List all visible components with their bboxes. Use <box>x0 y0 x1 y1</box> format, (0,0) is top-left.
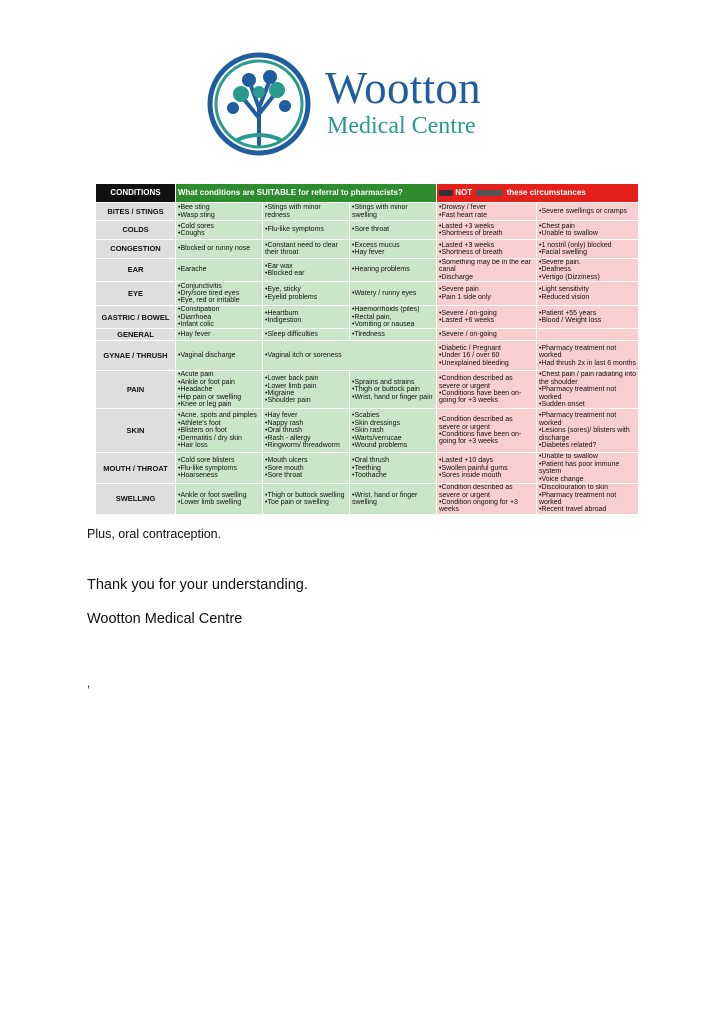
oral-contraception-note: Plus, oral contraception. <box>87 527 222 541</box>
header-suitable: What conditions are SUITABLE for referral to pharmacists? <box>176 184 437 203</box>
cell-line: •Unexplained bleeding <box>439 359 509 367</box>
suitable-cell <box>263 203 350 221</box>
cell-line: •Recent travel abroad <box>539 506 607 514</box>
not-suitable-cell <box>437 203 537 221</box>
cell-line: •Rectal pain, <box>352 313 392 321</box>
cell-line: •Facial swelling <box>539 249 587 256</box>
table-row <box>96 409 639 453</box>
cell-line: •Sprains and strains <box>352 378 415 386</box>
suitable-cell <box>176 409 263 453</box>
cell-line: •Teething <box>352 464 381 472</box>
table-row <box>96 341 639 371</box>
cell-line: •Shoulder pain <box>265 397 311 405</box>
cell-line: •Light sensitivity <box>539 286 589 294</box>
cell-line: •Flu-like symptoms <box>178 464 237 472</box>
cell-line: •Toe pain or swelling <box>265 498 329 506</box>
cell-line: •Had thrush 2x in last 6 months <box>539 359 636 367</box>
cell-line: •Haemorrhoids (piles) <box>352 306 420 314</box>
cell-line: •Indigestion <box>265 317 302 325</box>
not-suitable-cell <box>437 282 537 306</box>
cell-line: •Pharmacy treatment not worked <box>539 386 617 401</box>
cell-line: •Reduced vision <box>539 293 590 301</box>
cell-line: •Sleep difficulties <box>265 331 318 339</box>
suitable-cell <box>176 484 263 515</box>
cell-line: •Cold sore blisters <box>178 457 235 465</box>
cell-line: •Dry/sore tired eyes <box>178 290 240 298</box>
cell-line: •Swollen painful gums <box>439 464 508 472</box>
table-row <box>96 371 639 409</box>
cell-line: •Vertigo (Dizziness) <box>539 273 600 281</box>
suitable-cell <box>176 203 263 221</box>
cell-line: •Skin dressings <box>352 419 400 427</box>
suitable-cell <box>350 484 437 515</box>
header-conditions: CONDITIONS <box>96 184 176 203</box>
cell-line: •Condition described as severe or urgent <box>439 416 513 431</box>
not-suitable-cell <box>537 306 639 329</box>
cell-line: •Warts/verrucae <box>352 434 402 442</box>
not-suitable-cell <box>437 341 537 371</box>
cell-line: •Dermatitis / dry skin <box>178 434 242 442</box>
condition-label: EAR <box>96 259 176 282</box>
suitable-cell <box>263 484 350 515</box>
cell-line: •Discolouration to skin <box>539 484 608 492</box>
cell-line: •Pharmacy treatment not worked <box>539 491 617 506</box>
table-row <box>96 221 639 240</box>
suitable-cell <box>263 306 350 329</box>
cell-line: •Nappy rash <box>265 419 304 427</box>
cell-line: •Vomiting or nausea <box>352 321 415 329</box>
suitable-cell <box>350 306 437 329</box>
cell-line: •Fast heart rate <box>439 211 487 219</box>
suitable-cell <box>176 371 263 409</box>
cell-line: •Severe / on-going <box>439 331 497 339</box>
cell-line: •Vaginal discharge <box>178 352 236 360</box>
cell-line: •Sore throat <box>352 226 390 234</box>
suitable-cell <box>176 282 263 306</box>
thank-you-text: Thank you for your understanding. <box>87 577 308 593</box>
suitable-cell <box>350 409 437 453</box>
cell-line: •Lasted +3 weeks <box>439 222 495 230</box>
cell-line: •Rash - allergy <box>265 434 311 442</box>
cell-line: •Excess mucus <box>352 241 400 249</box>
not-suitable-cell <box>537 371 639 409</box>
table-row <box>96 329 639 341</box>
cell-line: •Acute pain <box>178 371 214 379</box>
cell-line: •Conjunctivitis <box>178 282 222 290</box>
cell-line: •Voice change <box>539 475 584 483</box>
cell-line: •Unable to swallow <box>539 230 598 237</box>
cell-line: •Stings with minor redness <box>265 204 321 219</box>
cell-line: •Drowsy / fever <box>439 204 487 212</box>
not-suitable-cell <box>437 453 537 484</box>
cell-line: •Skin rash <box>352 427 384 435</box>
cell-line: •Bee sting <box>178 204 210 212</box>
cell-line: •Ankle or foot pain <box>178 378 235 386</box>
cell-line: •Pain 1 side only <box>439 293 491 301</box>
not-suitable-cell <box>537 341 639 371</box>
cell-line: •1 nostril (only) blocked <box>539 241 612 249</box>
condition-label: GASTRIC / BOWEL <box>96 306 176 329</box>
suitable-cell <box>350 282 437 306</box>
cell-line: •Patient has poor immune system <box>539 460 620 476</box>
cell-line: •Condition described as severe or urgent <box>439 484 513 499</box>
not-suitable-cell <box>437 371 537 409</box>
suitable-cell <box>176 259 263 282</box>
suitable-cell <box>263 341 437 371</box>
suitable-cell <box>176 221 263 240</box>
cell-line: •Hearing problems <box>352 266 410 274</box>
cell-line: •Eyelid problems <box>265 293 318 301</box>
table-row <box>96 259 639 282</box>
cell-line: •Unable to swallow <box>539 453 598 461</box>
suitable-cell <box>263 329 350 341</box>
cell-line: •Hair loss <box>178 442 208 450</box>
pharmacist-referral-table <box>95 183 638 514</box>
not-suitable-cell <box>437 484 537 515</box>
cell-line: •Eye, sticky <box>265 286 301 294</box>
cell-line: •Lasted +3 weeks <box>439 241 495 249</box>
suitable-cell <box>176 240 263 259</box>
cell-line: •Lower limb pain <box>265 382 317 390</box>
tree-logo-icon <box>207 52 311 156</box>
cell-line: •Watery / runny eyes <box>352 290 417 298</box>
cell-line: •Thigh or buttock swelling <box>265 491 345 499</box>
cell-line: •Sore throat <box>265 471 303 479</box>
cell-line: •Ear wax <box>265 262 293 270</box>
table-row <box>96 484 639 515</box>
suitable-cell <box>176 453 263 484</box>
condition-label: BITES / STINGS <box>96 203 176 221</box>
cell-line: •Wrist, hand or finger pain <box>352 393 433 401</box>
cell-line: •Lasted +6 weeks <box>439 317 495 325</box>
cell-line: •Discharge <box>439 273 473 281</box>
table-row <box>96 306 639 329</box>
condition-label: PAIN <box>96 371 176 409</box>
cell-line: •Scabies <box>352 412 380 420</box>
cell-line: •Conditions have been on-going for +3 weeks <box>439 389 522 405</box>
cell-line: •Severe pain <box>439 286 479 294</box>
cell-line: •Constipation <box>178 306 220 314</box>
suitable-cell <box>350 371 437 409</box>
not-suitable-cell <box>537 453 639 484</box>
header-not-suitable <box>437 184 639 203</box>
cell-line: •Sudden onset <box>539 401 585 409</box>
cell-line: •Migraine <box>265 389 295 397</box>
cell-line: •Shortness of breath <box>439 230 503 237</box>
cell-line: •Diabetic / Pregnant <box>439 344 501 352</box>
cell-line: •Hay fever <box>352 249 385 256</box>
suitable-cell <box>350 203 437 221</box>
stray-mark: , <box>87 678 91 690</box>
cell-line: •Blocked ear <box>265 270 305 278</box>
table-row <box>96 453 639 484</box>
suitable-cell <box>176 329 263 341</box>
cell-line: •Toothache <box>352 471 387 479</box>
cell-line: •Sores inside mouth <box>439 471 502 479</box>
not-suitable-cell <box>537 259 639 282</box>
logo-title: Wootton <box>325 63 481 113</box>
cell-line: •Blisters on foot <box>178 427 227 435</box>
table-row <box>96 203 639 221</box>
cell-line: •Mouth ulcers <box>265 457 308 465</box>
cell-line: •Acne, spots and pimples <box>178 412 257 420</box>
cell-line: •Blocked or runny nose <box>178 245 251 253</box>
cell-line: •Cold sores <box>178 222 214 230</box>
cell-line: •Conditions have been on-going for +3 weeks <box>439 430 522 446</box>
cell-line: •Wrist, hand or finger swelling <box>352 491 418 506</box>
cell-line: •Coughs <box>178 230 205 237</box>
cell-line: •Under 16 / over 60 <box>439 352 500 360</box>
cell-line: •Deafness <box>539 266 572 274</box>
cell-line: •Lower limb swelling <box>178 498 242 506</box>
table-row <box>96 240 639 259</box>
not-suitable-cell <box>437 306 537 329</box>
condition-label: GENERAL <box>96 329 176 341</box>
cell-line: •Sore mouth <box>265 464 304 472</box>
cell-line: •Condition ongoing for +3 weeks <box>439 498 518 514</box>
not-suitable-cell <box>537 409 639 453</box>
not-suitable-cell <box>537 282 639 306</box>
suitable-cell <box>350 221 437 240</box>
cell-line: •Diabetes related? <box>539 442 597 450</box>
cell-line: •Severe swellings or cramps <box>539 207 628 215</box>
suitable-cell <box>263 409 350 453</box>
cell-line: •Chest pain <box>539 222 575 230</box>
cell-line: •Knee or leg pain <box>178 401 232 409</box>
redaction-mark <box>439 190 453 196</box>
suitable-cell <box>350 453 437 484</box>
cell-line: •Vaginal itch or soreness <box>265 352 342 360</box>
cell-line: •Stings with minor swelling <box>352 204 408 219</box>
not-suitable-cell <box>537 240 639 259</box>
not-suitable-cell <box>437 259 537 282</box>
cell-line: •Something may be in the ear canal <box>439 259 531 274</box>
cell-line: •Blood / Weight loss <box>539 317 602 325</box>
conditions-table <box>95 183 639 515</box>
suitable-cell <box>263 371 350 409</box>
condition-label: SKIN <box>96 409 176 453</box>
cell-line: •Constant need to clear their throat <box>265 241 338 256</box>
cell-line: •Diarrhoea <box>178 313 212 321</box>
condition-label: MOUTH / THROAT <box>96 453 176 484</box>
logo-subtitle: Medical Centre <box>327 113 476 139</box>
not-suitable-cell <box>437 409 537 453</box>
condition-label: COLDS <box>96 221 176 240</box>
cell-line: •Condition described as severe or urgent <box>439 375 513 390</box>
cell-line: •Heartburn <box>265 309 299 317</box>
cell-line: •Lasted +10 days <box>439 457 494 465</box>
cell-line: •Severe pain. <box>539 259 581 266</box>
not-suitable-cell <box>437 221 537 240</box>
cell-line: •Hoarseness <box>178 471 218 479</box>
cell-line: •Chest pain / pain radiating into the shoulder <box>539 371 637 386</box>
cell-line: •Infant colic <box>178 321 214 329</box>
not-suitable-cell <box>537 221 639 240</box>
cell-line: •Hip pain or swelling <box>178 393 242 401</box>
cell-line: •Pharmacy treatment not worked <box>539 412 617 427</box>
cell-line: •Ankle or foot swelling <box>178 491 247 499</box>
logo <box>207 52 512 157</box>
suitable-cell <box>263 453 350 484</box>
cell-line: •Athlete's foot <box>178 419 221 427</box>
suitable-cell <box>176 341 263 371</box>
cell-line: •Eye, red or irritable <box>178 297 240 305</box>
suitable-cell <box>350 259 437 282</box>
header-not-prefix: NOT <box>455 188 473 198</box>
suitable-cell <box>350 240 437 259</box>
cell-line: •Pharmacy treatment not worked <box>539 344 617 360</box>
cell-line: •Tiredness <box>352 331 385 339</box>
cell-line: •Wasp sting <box>178 211 215 219</box>
not-suitable-cell <box>537 203 639 221</box>
suitable-cell <box>263 282 350 306</box>
not-suitable-cell <box>537 484 639 515</box>
cell-line: •Wound problems <box>352 442 408 450</box>
not-suitable-cell <box>537 329 639 341</box>
cell-line: •Thigh or buttock pain <box>352 386 420 394</box>
cell-line: •Earache <box>178 266 207 274</box>
suitable-cell <box>176 306 263 329</box>
cell-line: •Hay fever <box>265 412 298 420</box>
cell-line: •Headache <box>178 386 213 394</box>
cell-line: •Ringworm/ threadworm <box>265 442 340 450</box>
suitable-cell <box>263 259 350 282</box>
cell-line: •Severe / on-going <box>439 309 497 317</box>
header-not-suffix: these circumstances <box>506 188 586 198</box>
table-header-row <box>96 184 639 203</box>
cell-line: •Shortness of breath <box>439 249 503 256</box>
suitable-cell <box>263 240 350 259</box>
not-suitable-cell <box>437 240 537 259</box>
cell-line: •Hay fever <box>178 331 211 339</box>
cell-line: •Flu-like symptoms <box>265 226 324 234</box>
suitable-cell <box>350 329 437 341</box>
condition-label: GYNAE / THRUSH <box>96 341 176 371</box>
condition-label: SWELLING <box>96 484 176 515</box>
cell-line: •Oral thrush <box>352 457 390 465</box>
cell-line: •Lesions (sores)/ blisters with discharge <box>539 427 630 442</box>
condition-label: CONGESTION <box>96 240 176 259</box>
cell-line: •Patient +55 years <box>539 309 597 317</box>
table-row <box>96 282 639 306</box>
not-suitable-cell <box>437 329 537 341</box>
suitable-cell <box>263 221 350 240</box>
condition-label: EYE <box>96 282 176 306</box>
redaction-mark <box>476 190 502 196</box>
cell-line: •Oral thrush <box>265 427 303 435</box>
signature-text: Wootton Medical Centre <box>87 611 243 627</box>
cell-line: •Lower back pain <box>265 375 319 383</box>
